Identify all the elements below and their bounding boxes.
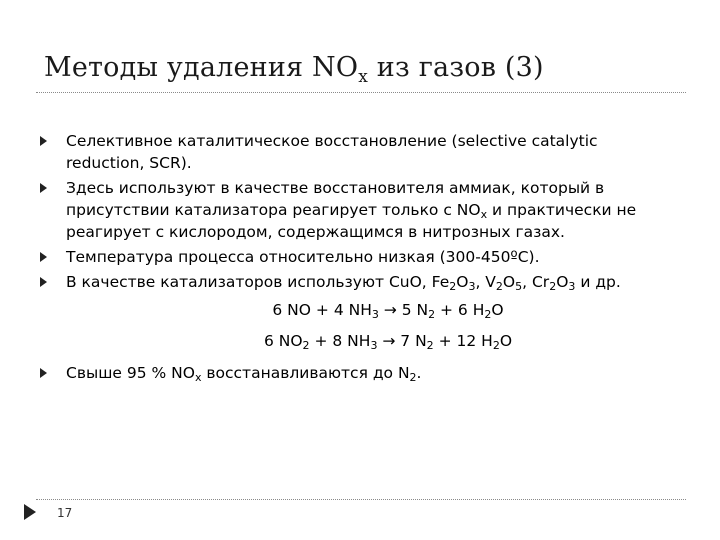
page-number: 17 xyxy=(57,506,73,520)
slide-title: Методы удаления $NO_x$ из газов (3) xyxy=(44,52,544,87)
bullet-item: Свыше 95 % $NO_x$ восстанавливаются до $N_2$. xyxy=(38,362,678,384)
triangle-right-icon xyxy=(40,252,47,262)
bullet-item: Селективное каталитическое восстановление (selective catalytic reduction, SCR). xyxy=(38,130,678,174)
equation-2: 6 $NO_2 + 8$ $NH_3 \to 7$ $N_2 + 12$ $H_2O$ xyxy=(263,332,513,352)
footer-divider xyxy=(36,499,686,500)
triangle-right-icon xyxy=(40,368,47,378)
bullet-item: Здесь используют в качестве восстановителя аммиак, который в присутствии катализатора реагирует только с $NO_x$ и практически не реагирует с кислородом, содержащимся в нитрозных газах. xyxy=(38,177,678,243)
bullet-item: В качестве катализаторов используют CuO, $Fe_2O_3$, $V_2O_5$, $Cr_2O_3$ и др. xyxy=(38,271,678,293)
equation-1: 6 NO + 4 $NH_3 \to 5$ $N_2 + 6$ $H_2O$ xyxy=(272,301,504,321)
bullet-item: Температура процесса относительно низкая (300-450ºС). xyxy=(38,246,678,268)
triangle-right-icon xyxy=(40,136,47,146)
title-divider xyxy=(36,92,686,93)
slide-content xyxy=(38,130,678,387)
triangle-right-icon xyxy=(40,277,47,287)
triangle-right-icon xyxy=(40,183,47,193)
triangle-right-icon xyxy=(24,504,36,520)
